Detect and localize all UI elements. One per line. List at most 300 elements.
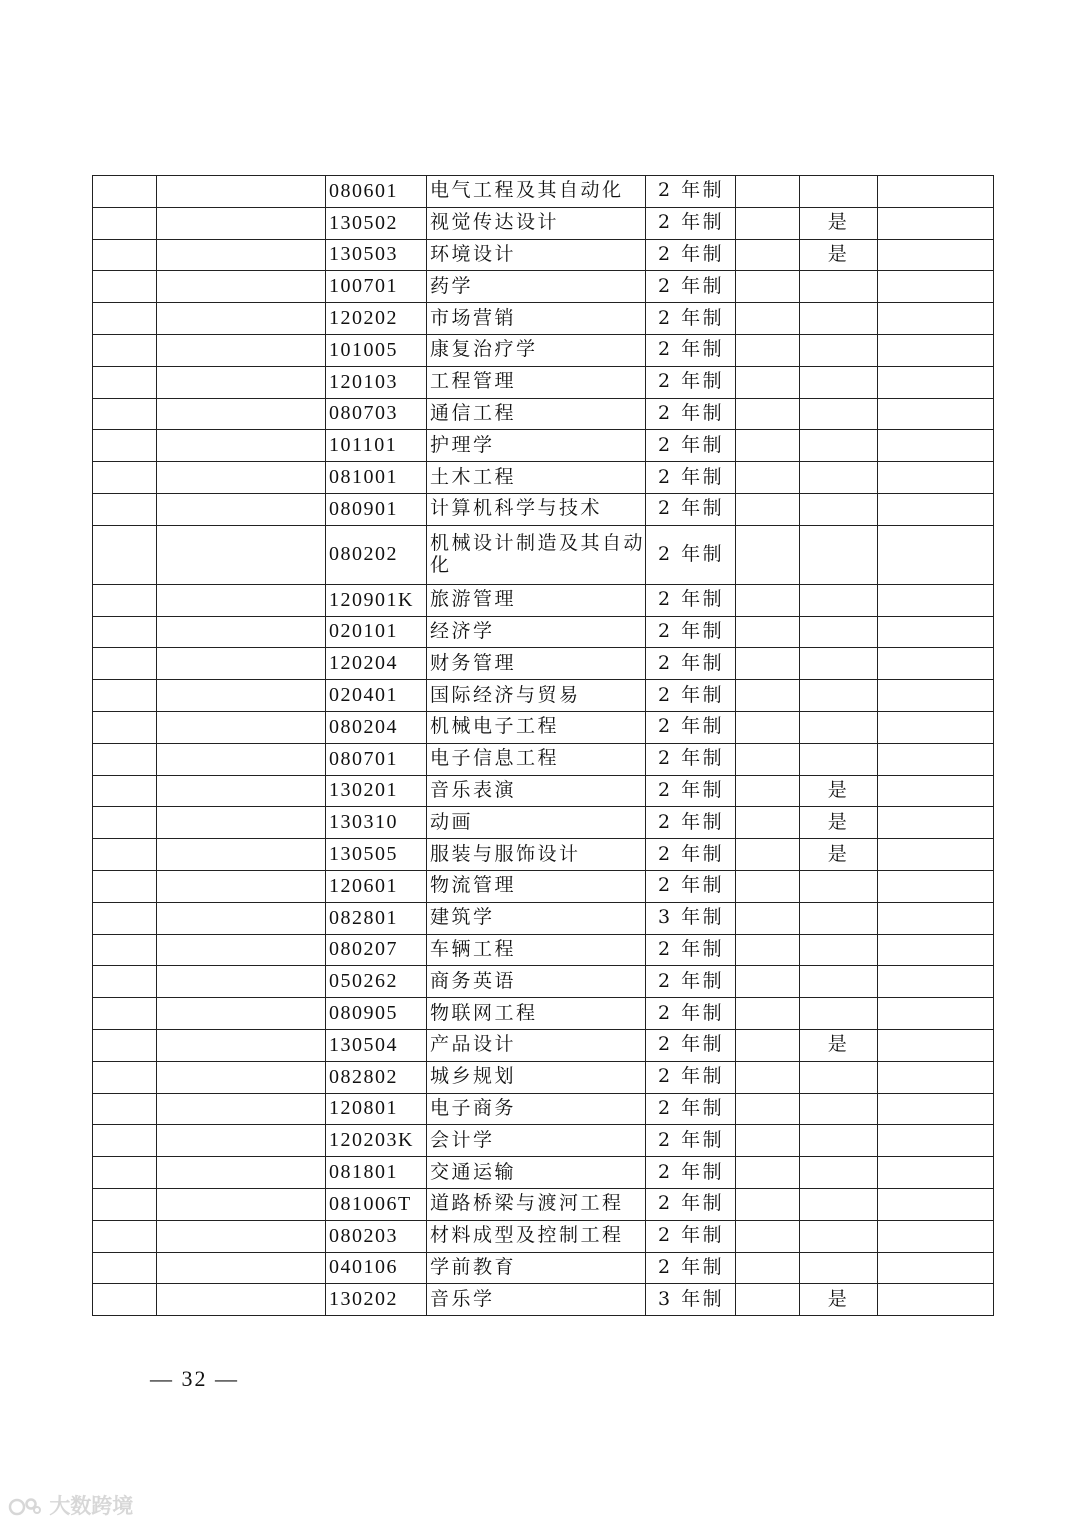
empty-cell	[93, 366, 157, 398]
major-name-cell: 产品设计	[427, 1029, 646, 1061]
empty-cell	[93, 239, 157, 271]
empty-cell	[157, 398, 326, 430]
table-row	[93, 902, 994, 934]
duration-cell: 2 年制	[646, 366, 736, 398]
flag-cell	[800, 271, 878, 303]
empty-cell	[157, 1220, 326, 1252]
empty-cell	[93, 430, 157, 462]
major-code-cell: 020101	[326, 616, 427, 648]
empty-cell	[736, 1125, 800, 1157]
major-name-cell: 计算机科学与技术	[427, 493, 646, 525]
major-name-cell: 市场营销	[427, 303, 646, 335]
major-code-cell: 130504	[326, 1029, 427, 1061]
empty-cell	[736, 870, 800, 902]
flag-cell: 是	[800, 1284, 878, 1316]
major-code-cell: 120601	[326, 870, 427, 902]
major-code-cell: 080601	[326, 176, 427, 208]
empty-cell	[878, 525, 994, 584]
duration-cell: 2 年制	[646, 1125, 736, 1157]
major-name-cell: 会计学	[427, 1125, 646, 1157]
major-name-cell: 电子信息工程	[427, 743, 646, 775]
empty-cell	[157, 493, 326, 525]
empty-cell	[878, 334, 994, 366]
empty-cell	[878, 493, 994, 525]
major-code-cell: 020401	[326, 680, 427, 712]
empty-cell	[878, 1093, 994, 1125]
empty-cell	[157, 584, 326, 616]
empty-cell	[878, 1252, 994, 1284]
empty-cell	[157, 303, 326, 335]
empty-cell	[736, 711, 800, 743]
empty-cell	[93, 462, 157, 494]
empty-cell	[736, 462, 800, 494]
empty-cell	[93, 207, 157, 239]
major-code-cell: 120901K	[326, 584, 427, 616]
duration-cell: 2 年制	[646, 743, 736, 775]
major-code-cell: 040106	[326, 1252, 427, 1284]
table-row	[93, 1061, 994, 1093]
empty-cell	[878, 1029, 994, 1061]
empty-cell	[157, 680, 326, 712]
major-code-cell: 080703	[326, 398, 427, 430]
major-code-cell: 080202	[326, 525, 427, 584]
table-row	[93, 934, 994, 966]
empty-cell	[878, 239, 994, 271]
flag-cell	[800, 1252, 878, 1284]
empty-cell	[736, 430, 800, 462]
empty-cell	[736, 616, 800, 648]
duration-cell: 2 年制	[646, 584, 736, 616]
major-name-cell: 护理学	[427, 430, 646, 462]
empty-cell	[736, 584, 800, 616]
flag-cell	[800, 711, 878, 743]
empty-cell	[93, 934, 157, 966]
empty-cell	[878, 176, 994, 208]
empty-cell	[736, 839, 800, 871]
empty-cell	[736, 271, 800, 303]
flag-cell	[800, 998, 878, 1030]
major-code-cell: 130202	[326, 1284, 427, 1316]
flag-cell	[800, 430, 878, 462]
empty-cell	[157, 807, 326, 839]
table-row	[93, 1125, 994, 1157]
empty-cell	[878, 303, 994, 335]
major-name-cell: 城乡规划	[427, 1061, 646, 1093]
table-row	[93, 334, 994, 366]
major-code-cell: 080207	[326, 934, 427, 966]
table-row	[93, 176, 994, 208]
major-code-cell: 101101	[326, 430, 427, 462]
empty-cell	[878, 1125, 994, 1157]
duration-cell: 2 年制	[646, 870, 736, 902]
empty-cell	[93, 1093, 157, 1125]
flag-cell: 是	[800, 775, 878, 807]
major-code-cell: 080203	[326, 1220, 427, 1252]
flag-cell	[800, 303, 878, 335]
empty-cell	[157, 271, 326, 303]
empty-cell	[878, 430, 994, 462]
empty-cell	[157, 176, 326, 208]
empty-cell	[878, 1220, 994, 1252]
empty-cell	[736, 1188, 800, 1220]
empty-cell	[157, 966, 326, 998]
major-code-cell: 100701	[326, 271, 427, 303]
empty-cell	[157, 525, 326, 584]
major-code-cell: 082802	[326, 1061, 427, 1093]
table-row	[93, 966, 994, 998]
duration-cell: 2 年制	[646, 271, 736, 303]
major-table	[92, 175, 994, 1316]
empty-cell	[157, 462, 326, 494]
major-code-cell: 130502	[326, 207, 427, 239]
empty-cell	[157, 998, 326, 1030]
major-code-cell: 081006T	[326, 1188, 427, 1220]
empty-cell	[93, 1029, 157, 1061]
empty-cell	[736, 648, 800, 680]
flag-cell	[800, 870, 878, 902]
empty-cell	[736, 1093, 800, 1125]
table-row	[93, 870, 994, 902]
duration-cell: 2 年制	[646, 934, 736, 966]
empty-cell	[93, 648, 157, 680]
empty-cell	[157, 839, 326, 871]
major-code-cell: 120103	[326, 366, 427, 398]
empty-cell	[93, 743, 157, 775]
empty-cell	[736, 966, 800, 998]
table-row	[93, 680, 994, 712]
empty-cell	[93, 807, 157, 839]
empty-cell	[736, 176, 800, 208]
duration-cell: 2 年制	[646, 176, 736, 208]
empty-cell	[93, 398, 157, 430]
major-name-cell: 药学	[427, 271, 646, 303]
table-body	[93, 176, 994, 1316]
major-code-cell: 081801	[326, 1157, 427, 1189]
empty-cell	[93, 1220, 157, 1252]
flag-cell	[800, 584, 878, 616]
empty-cell	[157, 430, 326, 462]
table-row	[93, 1252, 994, 1284]
table-row	[93, 398, 994, 430]
major-code-cell: 130503	[326, 239, 427, 271]
empty-cell	[157, 648, 326, 680]
major-name-cell: 通信工程	[427, 398, 646, 430]
table-row	[93, 462, 994, 494]
major-name-cell: 物流管理	[427, 870, 646, 902]
empty-cell	[736, 680, 800, 712]
empty-cell	[93, 711, 157, 743]
table-row	[93, 807, 994, 839]
empty-cell	[878, 870, 994, 902]
major-name-cell: 康复治疗学	[427, 334, 646, 366]
table-row	[93, 648, 994, 680]
empty-cell	[157, 711, 326, 743]
duration-cell: 2 年制	[646, 839, 736, 871]
empty-cell	[736, 743, 800, 775]
empty-cell	[93, 1061, 157, 1093]
empty-cell	[736, 934, 800, 966]
major-name-cell: 电子商务	[427, 1093, 646, 1125]
empty-cell	[878, 934, 994, 966]
empty-cell	[878, 966, 994, 998]
flag-cell	[800, 616, 878, 648]
duration-cell: 2 年制	[646, 807, 736, 839]
empty-cell	[878, 743, 994, 775]
empty-cell	[878, 680, 994, 712]
empty-cell	[736, 1252, 800, 1284]
empty-cell	[93, 902, 157, 934]
flag-cell	[800, 743, 878, 775]
major-name-cell: 财务管理	[427, 648, 646, 680]
empty-cell	[878, 1284, 994, 1316]
page-number: — 32 —	[150, 1366, 239, 1391]
major-code-cell: 050262	[326, 966, 427, 998]
table-row	[93, 430, 994, 462]
major-name-cell: 旅游管理	[427, 584, 646, 616]
empty-cell	[93, 616, 157, 648]
duration-cell: 2 年制	[646, 1252, 736, 1284]
empty-cell	[93, 525, 157, 584]
major-code-cell: 130505	[326, 839, 427, 871]
flag-cell	[800, 680, 878, 712]
duration-cell: 2 年制	[646, 648, 736, 680]
duration-cell: 2 年制	[646, 998, 736, 1030]
empty-cell	[157, 1061, 326, 1093]
flag-cell	[800, 1188, 878, 1220]
duration-cell: 3 年制	[646, 1284, 736, 1316]
major-name-cell: 服装与服饰设计	[427, 839, 646, 871]
duration-cell: 2 年制	[646, 711, 736, 743]
empty-cell	[736, 366, 800, 398]
empty-cell	[736, 998, 800, 1030]
table-row	[93, 839, 994, 871]
major-code-cell: 081001	[326, 462, 427, 494]
table-row	[93, 1188, 994, 1220]
major-name-cell: 国际经济与贸易	[427, 680, 646, 712]
empty-cell	[736, 1029, 800, 1061]
empty-cell	[878, 398, 994, 430]
duration-cell: 3 年制	[646, 902, 736, 934]
flag-cell	[800, 176, 878, 208]
flag-cell: 是	[800, 239, 878, 271]
major-name-cell: 动画	[427, 807, 646, 839]
empty-cell	[157, 334, 326, 366]
duration-cell: 2 年制	[646, 207, 736, 239]
flag-cell	[800, 966, 878, 998]
table-row	[93, 998, 994, 1030]
flag-cell: 是	[800, 1029, 878, 1061]
empty-cell	[736, 398, 800, 430]
major-code-cell: 082801	[326, 902, 427, 934]
watermark-logo-icon	[8, 1496, 42, 1518]
empty-cell	[736, 1157, 800, 1189]
duration-cell: 2 年制	[646, 334, 736, 366]
empty-cell	[736, 775, 800, 807]
table-row	[93, 525, 994, 584]
empty-cell	[878, 1061, 994, 1093]
empty-cell	[157, 616, 326, 648]
duration-cell: 2 年制	[646, 493, 736, 525]
table-row	[93, 1157, 994, 1189]
watermark	[8, 1490, 133, 1520]
major-name-cell: 音乐学	[427, 1284, 646, 1316]
empty-cell	[93, 775, 157, 807]
table-row	[93, 1220, 994, 1252]
empty-cell	[157, 902, 326, 934]
major-code-cell: 120801	[326, 1093, 427, 1125]
duration-cell: 2 年制	[646, 398, 736, 430]
table-row	[93, 1093, 994, 1125]
empty-cell	[878, 998, 994, 1030]
flag-cell: 是	[800, 839, 878, 871]
empty-cell	[878, 366, 994, 398]
empty-cell	[93, 1125, 157, 1157]
empty-cell	[93, 493, 157, 525]
flag-cell	[800, 1125, 878, 1157]
watermark-text: 大数跨境	[49, 1494, 134, 1518]
flag-cell	[800, 1093, 878, 1125]
empty-cell	[878, 1157, 994, 1189]
duration-cell: 2 年制	[646, 966, 736, 998]
table-row	[93, 207, 994, 239]
table-row	[93, 711, 994, 743]
duration-cell: 2 年制	[646, 1093, 736, 1125]
major-name-cell: 交通运输	[427, 1157, 646, 1189]
empty-cell	[878, 648, 994, 680]
empty-cell	[878, 462, 994, 494]
empty-cell	[157, 207, 326, 239]
empty-cell	[878, 807, 994, 839]
duration-cell: 2 年制	[646, 1061, 736, 1093]
flag-cell	[800, 366, 878, 398]
empty-cell	[878, 271, 994, 303]
empty-cell	[736, 303, 800, 335]
empty-cell	[157, 239, 326, 271]
duration-cell: 2 年制	[646, 616, 736, 648]
flag-cell	[800, 525, 878, 584]
major-name-cell: 机械设计制造及其自动化	[427, 525, 646, 584]
empty-cell	[157, 1029, 326, 1061]
empty-cell	[157, 743, 326, 775]
empty-cell	[736, 1220, 800, 1252]
empty-cell	[736, 493, 800, 525]
major-name-cell: 音乐表演	[427, 775, 646, 807]
major-code-cell: 130310	[326, 807, 427, 839]
empty-cell	[93, 966, 157, 998]
table-row	[93, 775, 994, 807]
major-name-cell: 经济学	[427, 616, 646, 648]
empty-cell	[93, 334, 157, 366]
major-code-cell: 120202	[326, 303, 427, 335]
major-name-cell: 商务英语	[427, 966, 646, 998]
duration-cell: 2 年制	[646, 1188, 736, 1220]
empty-cell	[878, 1188, 994, 1220]
table-row	[93, 271, 994, 303]
empty-cell	[878, 711, 994, 743]
duration-cell: 2 年制	[646, 525, 736, 584]
major-code-cell: 080204	[326, 711, 427, 743]
flag-cell	[800, 648, 878, 680]
empty-cell	[93, 303, 157, 335]
empty-cell	[157, 366, 326, 398]
empty-cell	[93, 1157, 157, 1189]
table-row	[93, 366, 994, 398]
flag-cell	[800, 934, 878, 966]
duration-cell: 2 年制	[646, 1029, 736, 1061]
empty-cell	[93, 1284, 157, 1316]
duration-cell: 2 年制	[646, 303, 736, 335]
empty-cell	[93, 176, 157, 208]
flag-cell	[800, 334, 878, 366]
empty-cell	[157, 934, 326, 966]
empty-cell	[93, 998, 157, 1030]
empty-cell	[93, 870, 157, 902]
empty-cell	[157, 870, 326, 902]
table-row	[93, 743, 994, 775]
empty-cell	[157, 1188, 326, 1220]
empty-cell	[736, 807, 800, 839]
duration-cell: 2 年制	[646, 430, 736, 462]
duration-cell: 2 年制	[646, 680, 736, 712]
empty-cell	[93, 1252, 157, 1284]
empty-cell	[878, 839, 994, 871]
flag-cell	[800, 462, 878, 494]
empty-cell	[736, 207, 800, 239]
empty-cell	[93, 839, 157, 871]
flag-cell: 是	[800, 207, 878, 239]
empty-cell	[93, 680, 157, 712]
empty-cell	[736, 1061, 800, 1093]
major-name-cell: 工程管理	[427, 366, 646, 398]
empty-cell	[93, 584, 157, 616]
empty-cell	[157, 1157, 326, 1189]
empty-cell	[736, 334, 800, 366]
table-row	[93, 616, 994, 648]
empty-cell	[878, 616, 994, 648]
empty-cell	[736, 1284, 800, 1316]
flag-cell	[800, 398, 878, 430]
flag-cell	[800, 1220, 878, 1252]
table-row	[93, 1029, 994, 1061]
duration-cell: 2 年制	[646, 462, 736, 494]
table-row	[93, 493, 994, 525]
flag-cell	[800, 493, 878, 525]
empty-cell	[878, 775, 994, 807]
empty-cell	[736, 525, 800, 584]
major-name-cell: 视觉传达设计	[427, 207, 646, 239]
flag-cell	[800, 1061, 878, 1093]
major-code-cell: 080905	[326, 998, 427, 1030]
empty-cell	[157, 1125, 326, 1157]
major-name-cell: 学前教育	[427, 1252, 646, 1284]
empty-cell	[736, 239, 800, 271]
table-row	[93, 1284, 994, 1316]
major-name-cell: 道路桥梁与渡河工程	[427, 1188, 646, 1220]
major-name-cell: 机械电子工程	[427, 711, 646, 743]
empty-cell	[157, 1284, 326, 1316]
major-name-cell: 物联网工程	[427, 998, 646, 1030]
major-name-cell: 车辆工程	[427, 934, 646, 966]
major-name-cell: 环境设计	[427, 239, 646, 271]
duration-cell: 2 年制	[646, 239, 736, 271]
duration-cell: 2 年制	[646, 1220, 736, 1252]
empty-cell	[157, 1252, 326, 1284]
major-name-cell: 材料成型及控制工程	[427, 1220, 646, 1252]
table-row	[93, 303, 994, 335]
empty-cell	[93, 1188, 157, 1220]
empty-cell	[736, 902, 800, 934]
major-code-cell: 101005	[326, 334, 427, 366]
